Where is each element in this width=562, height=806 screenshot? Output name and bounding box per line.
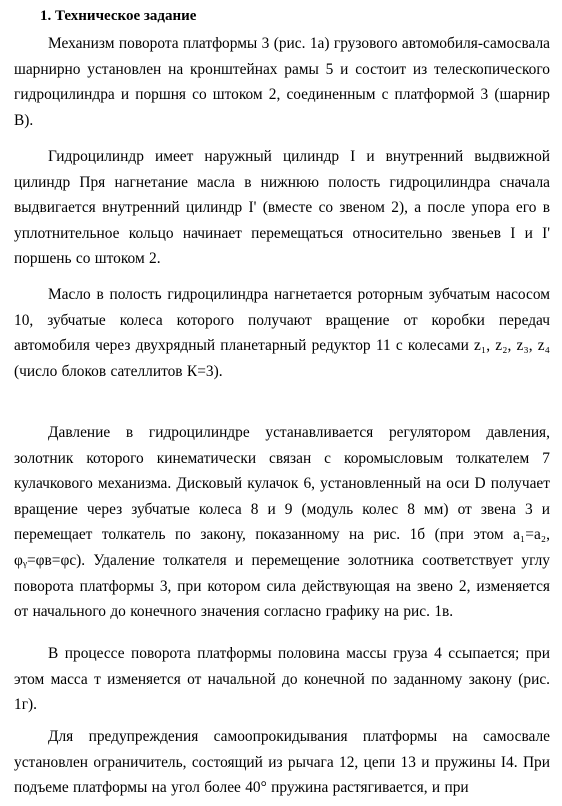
paragraph-pump: Масло в полость гидроцилиндра нагнетается роторным зубчатым насосом 10, зубчатые колеса которого получают вращение от коробки передач автомобиля через двухрядный планетарный редуктор 11 с колесами z₁, z₂, z₃, z₄ (число блоков сателлитов К=3). xyxy=(14,286,550,380)
paragraph-hydrocylinder: Гидроцилиндр имеет наружный цилиндр I и внутренний выдвижной цилиндр Пря нагнетание масла в нижнюю полость гидроцилиндра сначала выдвигается внутренний цилиндр I' (вместе со звеном 2), а после упора его в уплотнительное кольцо начинает перемещаться относительно звеньев I и I' поршень со штоком 2. xyxy=(14,148,550,268)
section-heading: 1. Техническое задание xyxy=(40,8,197,24)
paragraph-pressure-regulator: Давление в гидроцилиндре устанавливается регулятором давления, золотник которого кинематически связан с коромысловым толкателем 7 кулачкового механизма. Дисковый кулачок 6, установленный на оси D получает вращение через зубчатые колеса 8 и 9 (модуль колес 8 мм) от звена 3 и перемещает толкатель по закону, показанному на рис. 1б (при этом a₁=a₂, φᵧ=φв=φс). Удаление толкателя и перемещение золотника соответствует углу поворота платформы 3, при котором сила действующая на звено 2, изменяется от начального до конечного значения согласно графику на рис. 1в. xyxy=(14,424,550,621)
paragraph-mechanism: Механизм поворота платформы 3 (рис. 1а) грузового автомобиля-самосвала шарнирно установлен на кронштейнах рамы 5 и состоит из телескопического гидроцилиндра и поршня со штоком 2, соединенным с платформой 3 (шарнир В). xyxy=(14,35,550,129)
paragraph-load-mass: В процессе поворота платформы половина массы груза 4 ссыпается; при этом масса т изменяется от начальной до конечной по заданному закону (рис. 1г). xyxy=(14,645,550,714)
paragraph-limiter: Для предупреждения самоопрокидывания платформы на самосвале установлен ограничитель, состоящий из рычага 12, цепи 13 и пружины I4. При подъеме платформы на угол более 40° пружина растягивается, и при xyxy=(14,728,550,797)
